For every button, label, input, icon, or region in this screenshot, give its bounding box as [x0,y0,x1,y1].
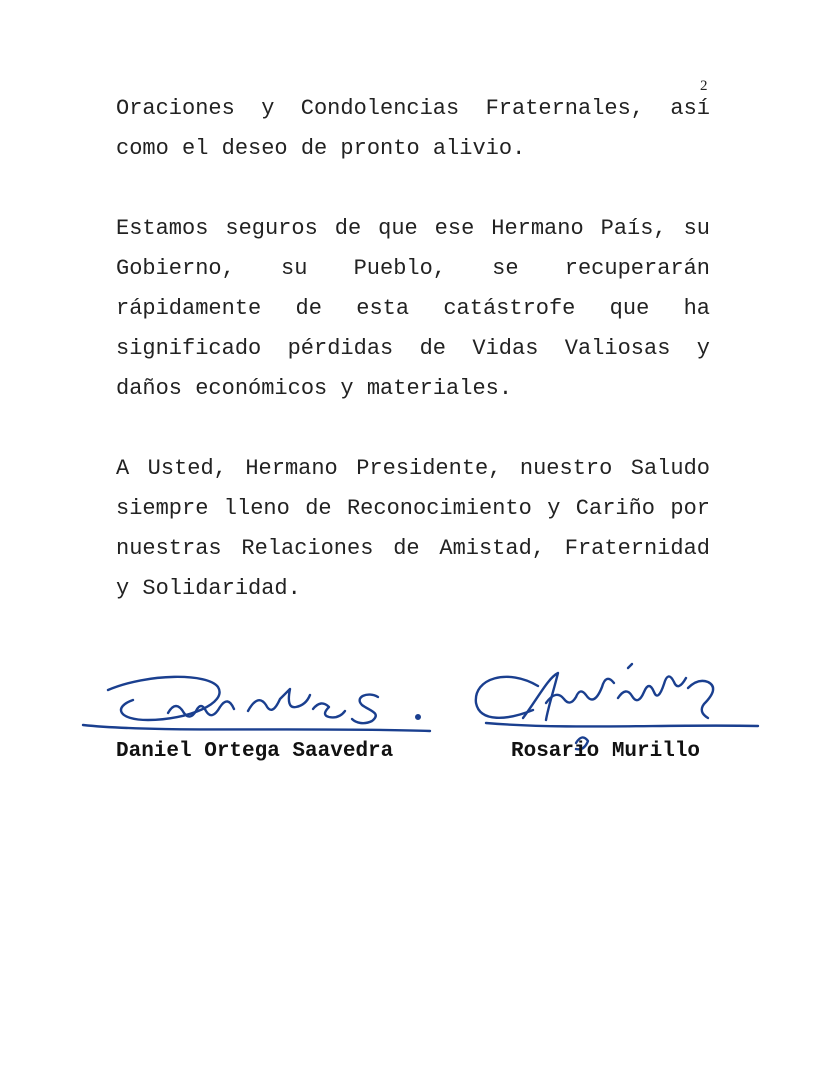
letter-body [116,89,710,649]
paragraph-greeting: A Usted, Hermano Presidente, nuestro Saludo siempre lleno de Reconocimiento y Cariño por nuestras Relaciones de Amistad, Fraternidad y Solidaridad. [116,456,710,601]
signature-left-image [78,665,438,745]
signature-block [0,640,825,780]
signatory-right-name: Rosario Murillo [511,740,701,763]
paragraph-recovery: Estamos seguros de que ese Hermano País, su Gobierno, su Pueblo, se recuperarán rápidamente de esta catástrofe que ha significado pérdidas de Vidas Valiosas y daños económicos y materiales. [116,216,710,401]
paragraph-condolences: Oraciones y Condolencias Fraternales, así como el deseo de pronto alivio. [116,96,710,161]
page-number: 2 [700,78,708,94]
signatory-left-name: Daniel Ortega Saavedra [116,740,394,763]
